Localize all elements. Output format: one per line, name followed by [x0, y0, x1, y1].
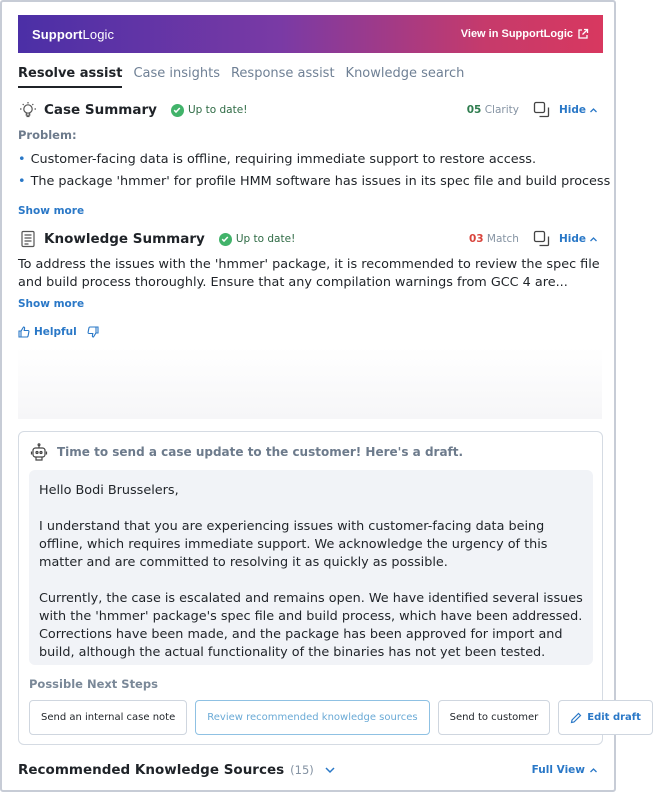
problem-bullet: • The package 'hmmer' for profile HMM software has issues in its spec file and build process	[18, 174, 608, 189]
document-icon	[18, 229, 38, 249]
chevron-up-icon	[589, 235, 598, 244]
send-internal-note-button[interactable]: Send an internal case note	[29, 700, 187, 735]
problem-label: Problem:	[18, 128, 77, 142]
full-view-button[interactable]: Full View	[532, 764, 598, 776]
content-fade	[18, 347, 602, 419]
draft-greeting: Hello Bodi Brusselers,	[39, 483, 179, 498]
draft-message-body[interactable]	[29, 470, 593, 665]
external-link-icon	[577, 28, 589, 40]
next-steps-label: Possible Next Steps	[29, 677, 158, 691]
recommended-sources-count: (15)	[290, 763, 314, 777]
feedback-row	[18, 326, 99, 338]
pencil-icon	[570, 712, 582, 724]
recommended-sources-header	[18, 762, 602, 778]
draft-paragraph: I understand that you are experiencing issues with customer-facing data being offline, which requires immediate support. We acknowledge the urgency of this matter and are committed to resolving it as quickly as possible.	[39, 519, 548, 570]
brand-logo: SupportLogic	[32, 26, 115, 42]
tab-case-insights[interactable]: Case insights	[133, 66, 220, 81]
case-summary-show-more[interactable]: Show more	[18, 205, 85, 217]
chevron-up-icon	[589, 106, 598, 115]
knowledge-summary-show-more[interactable]: Show more	[18, 298, 85, 310]
review-knowledge-sources-button[interactable]: Review recommended knowledge sources	[195, 700, 429, 735]
knowledge-summary-text: To address the issues with the 'hmmer' package, it is recommended to review the spec file and build process thoroughly. Ensure that any compilation warnings from GCC 4 are...	[18, 257, 600, 290]
thumbs-up-icon[interactable]	[18, 326, 30, 338]
tab-knowledge-search[interactable]: Knowledge search	[345, 66, 465, 81]
knowledge-summary-hide-button[interactable]: Hide	[559, 233, 598, 245]
chevron-up-icon	[589, 766, 598, 775]
thumbs-down-icon[interactable]	[87, 326, 99, 338]
knowledge-summary-title: Knowledge Summary	[44, 231, 205, 247]
lightbulb-icon	[18, 100, 38, 120]
case-summary-status-badge: Up to date!	[171, 104, 247, 117]
knowledge-summary-header	[18, 229, 602, 249]
edit-draft-button[interactable]: Edit draft	[558, 700, 653, 735]
robot-icon	[29, 442, 49, 462]
view-in-supportlogic-link[interactable]: View in SupportLogic	[461, 28, 589, 40]
problem-bullets	[18, 152, 611, 196]
tab-bar	[18, 66, 464, 88]
case-summary-hide-button[interactable]: Hide	[559, 104, 598, 116]
clarity-score: 05 Clarity	[466, 104, 519, 116]
tab-resolve-assist[interactable]: Resolve assist	[18, 66, 122, 88]
chevron-down-icon[interactable]	[324, 764, 336, 776]
problem-bullet: • Customer-facing data is offline, requiring immediate support to restore access.	[18, 152, 608, 167]
check-circle-icon	[219, 233, 232, 246]
header-banner	[18, 15, 603, 53]
draft-update-card	[18, 431, 641, 745]
copy-icon[interactable]	[533, 101, 551, 119]
check-circle-icon	[171, 104, 184, 117]
draft-paragraph: Currently, the case is escalated and remains open. We have identified several issues with the 'hmmer' package's spec file and build process, which have been addressed. Corrections have been made, and the package has been approved for import and build, although the actual functionality of the binaries has not yet been tested.	[39, 591, 583, 660]
helpful-button[interactable]: Helpful	[34, 326, 77, 338]
send-to-customer-button[interactable]: Send to customer	[438, 700, 551, 735]
recommended-sources-title: Recommended Knowledge Sources	[18, 762, 285, 778]
copy-icon[interactable]	[533, 230, 551, 248]
draft-heading: Time to send a case update to the customer! Here's a draft.	[29, 442, 463, 462]
next-steps-actions	[29, 700, 641, 736]
case-summary-header	[18, 100, 602, 120]
tab-response-assist[interactable]: Response assist	[230, 66, 335, 81]
knowledge-summary-status-badge: Up to date!	[219, 233, 295, 246]
match-score: 03 Match	[468, 233, 519, 245]
case-summary-title: Case Summary	[44, 102, 157, 118]
